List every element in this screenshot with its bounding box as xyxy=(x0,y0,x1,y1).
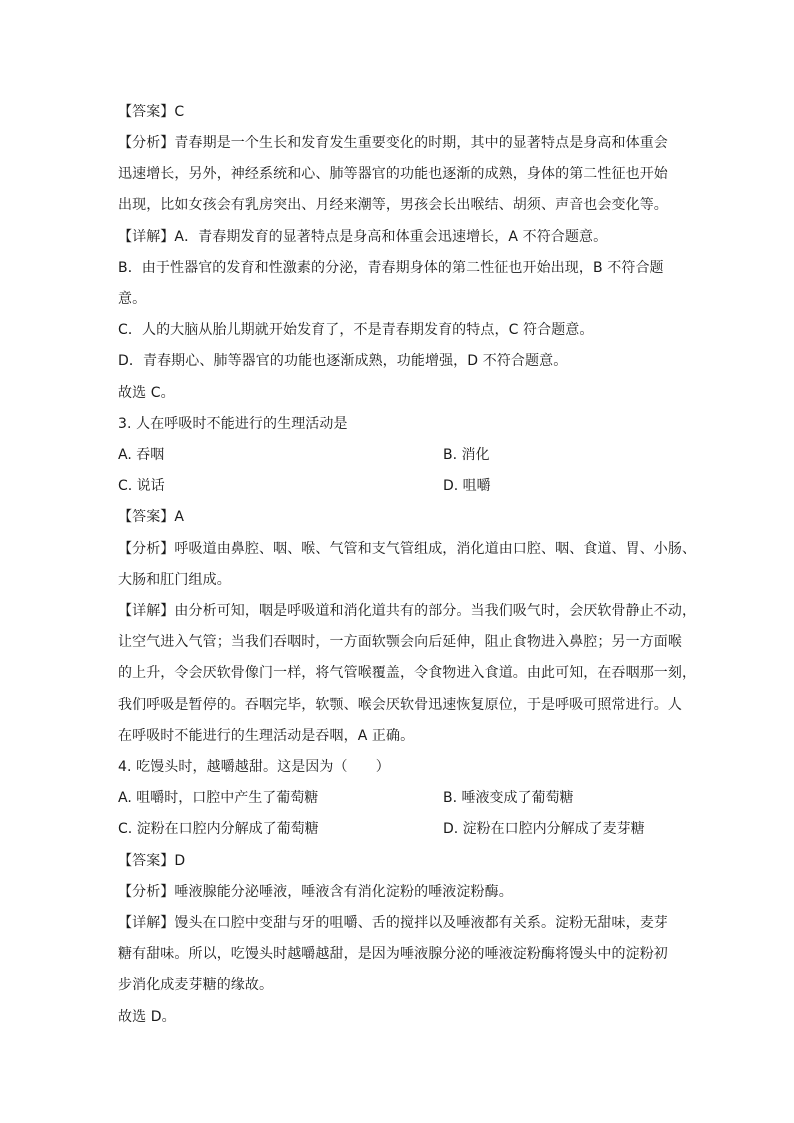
q2-detail-line-4: C．人的大脑从胎儿期就开始发育了，不是青春期发育的特点，C 符合题意。 xyxy=(118,322,594,338)
q3-detail-line-5: 在呼吸时不能进行的生理活动是吞咽，A 正确。 xyxy=(118,728,415,744)
q3-option-c: C. 说话 xyxy=(118,478,165,494)
q2-detail-line-1: 【详解】A．青春期发育的显著特点是身高和体重会迅速增长，A 不符合题意。 xyxy=(118,229,608,245)
q2-conclusion: 故选 C。 xyxy=(118,385,175,401)
q4-analysis-line-1: 【分析】唾液腺能分泌唾液，唾液含有消化淀粉的唾液淀粉酶。 xyxy=(118,884,513,900)
q4-detail-line-3: 步消化成麦芽糖的缘故。 xyxy=(118,977,274,993)
q2-analysis-line-2: 迅速增长，另外，神经系统和心、肺等器官的功能也逐渐的成熟，身体的第二性征也开始 xyxy=(118,166,668,182)
q4-answer: 【答案】D xyxy=(118,853,186,869)
q3-analysis-line-2: 大肠和肛门组成。 xyxy=(118,572,231,588)
q4-option-c: C. 淀粉在口腔内分解成了葡萄糖 xyxy=(118,821,319,837)
q3-detail-line-3: 的上升，令会厌软骨像门一样，将气管喉覆盖，令食物进入食道。由此可知，在吞咽那一刻， xyxy=(118,665,697,681)
q3-analysis-line-1: 【分析】呼吸道由鼻腔、咽、喉、气管和支气管组成，消化道由口腔、咽、食道、胃、小肠、 xyxy=(118,541,697,557)
q4-question: 4. 吃馒头时，越嚼越甜。这是因为（ ） xyxy=(118,759,390,775)
q4-option-d: D. 淀粉在口腔内分解成了麦芽糖 xyxy=(443,821,645,837)
q2-detail-line-3: 意。 xyxy=(118,291,147,307)
q4-option-a: A. 咀嚼时，口腔中产生了葡萄糖 xyxy=(118,790,319,806)
q2-detail-line-2: B．由于性器官的发育和性激素的分泌，青春期身体的第二性征也开始出现，B 不符合题 xyxy=(118,260,664,276)
q3-option-a: A. 吞咽 xyxy=(118,447,165,463)
q2-analysis-line-1: 【分析】青春期是一个生长和发育发生重要变化的时期，其中的显著特点是身高和体重会 xyxy=(118,135,668,151)
q3-detail-line-2: 让空气进入气管；当我们吞咽时，一方面软颚会向后延伸，阻止食物进入鼻腔；另一方面喉 xyxy=(118,634,682,650)
q3-detail-line-4: 我们呼吸是暂停的。吞咽完毕，软颚、喉会厌软骨迅速恢复原位，于是呼吸可照常进行。人 xyxy=(118,697,682,713)
q2-analysis-line-3: 出现，比如女孩会有乳房突出、月经来潮等，男孩会长出喉结、胡须、声音也会变化等。 xyxy=(118,197,668,213)
q3-detail-line-1: 【详解】由分析可知，咽是呼吸道和消化道共有的部分。当我们吸气时，会厌软骨静止不动， xyxy=(118,603,697,619)
q4-detail-line-1: 【详解】馒头在口腔中变甜与牙的咀嚼、舌的搅拌以及唾液都有关系。淀粉无甜味，麦芽 xyxy=(118,915,668,931)
q3-question: 3. 人在呼吸时不能进行的生理活动是 xyxy=(118,416,348,432)
q4-conclusion: 故选 D。 xyxy=(118,1009,176,1025)
q3-option-d: D. 咀嚼 xyxy=(443,478,491,494)
q2-detail-line-5: D．青春期心、肺等器官的功能也逐渐成熟，功能增强，D 不符合题意。 xyxy=(118,353,568,369)
q4-option-b: B. 唾液变成了葡萄糖 xyxy=(443,790,574,806)
q3-option-b: B. 消化 xyxy=(443,447,490,463)
q4-detail-line-2: 糖有甜味。所以，吃馒头时越嚼越甜，是因为唾液腺分泌的唾液淀粉酶将馒头中的淀粉初 xyxy=(118,946,668,962)
q2-answer: 【答案】C xyxy=(118,104,185,120)
q3-answer: 【答案】A xyxy=(118,509,185,525)
